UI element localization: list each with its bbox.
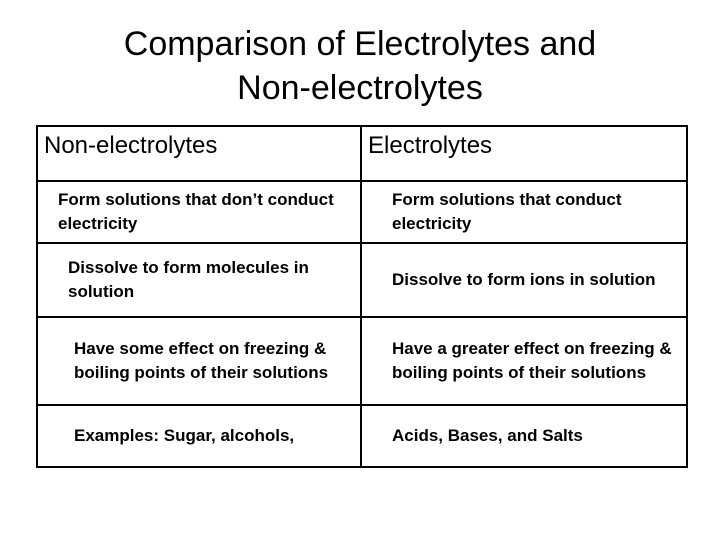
slide-title (0, 22, 720, 110)
table-row (37, 317, 687, 405)
header-non-electrolytes: Non-electrolytes (37, 126, 361, 181)
table-row (37, 243, 687, 317)
cell-electrolyte-conductivity: Form solutions that conduct electricity (361, 181, 687, 243)
table-row (37, 181, 687, 243)
table-header-row (37, 126, 687, 181)
cell-electrolyte-effect: Have a greater effect on freezing & boiling points of their solutions (361, 317, 687, 405)
cell-non-electrolyte-dissolve: Dissolve to form molecules in solution (37, 243, 361, 317)
header-electrolytes: Electrolytes (361, 126, 687, 181)
cell-non-electrolyte-examples: Examples: Sugar, alcohols, (37, 405, 361, 467)
title-line-1: Comparison of Electrolytes and (123, 25, 597, 63)
cell-electrolyte-dissolve: Dissolve to form ions in solution (361, 243, 687, 317)
table-row (37, 405, 687, 467)
title-line-2: Non-electrolytes (237, 69, 483, 107)
comparison-table (36, 125, 688, 468)
cell-electrolyte-examples: Acids, Bases, and Salts (361, 405, 687, 467)
cell-non-electrolyte-conductivity: Form solutions that don’t conduct electricity (37, 181, 361, 243)
cell-non-electrolyte-effect: Have some effect on freezing & boiling points of their solutions (37, 317, 361, 405)
